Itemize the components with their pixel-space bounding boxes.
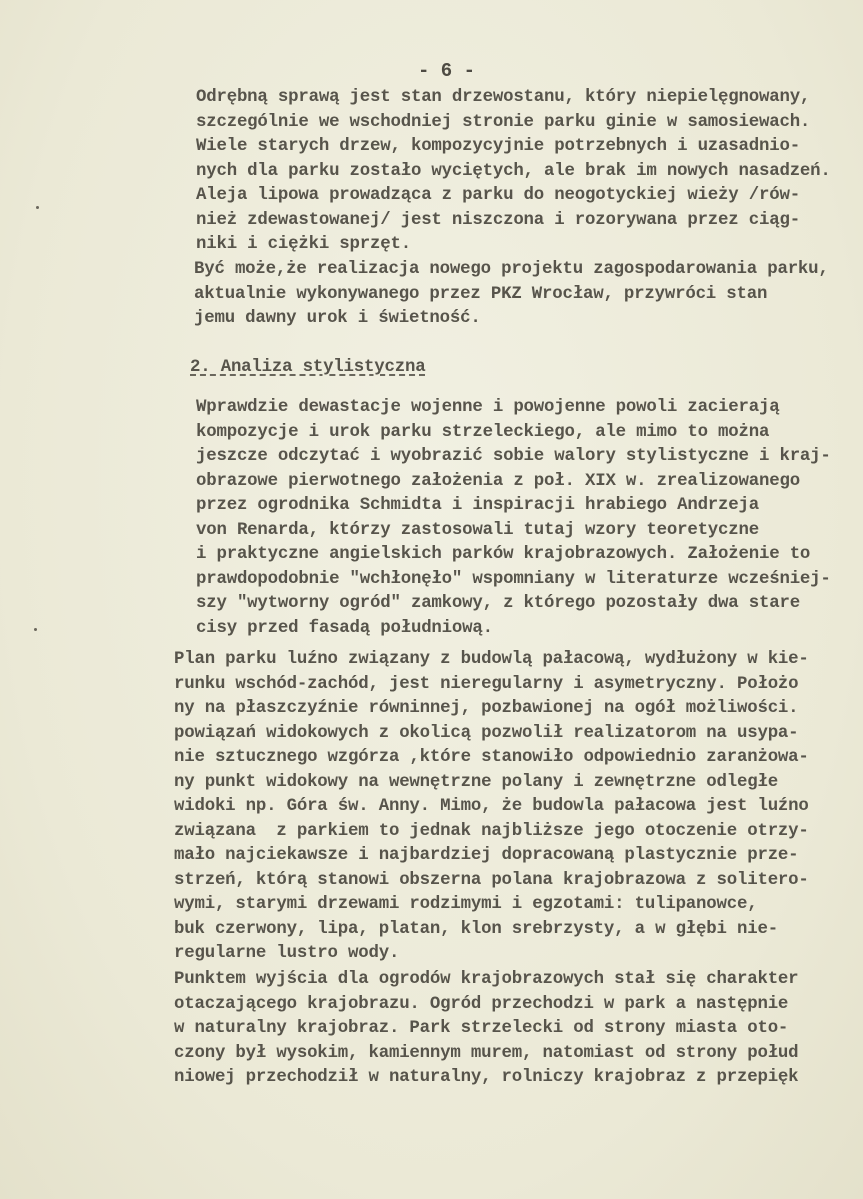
text-line: Wiele starych drzew, kompozycyjnie potrzebnych i uzasadnio- bbox=[196, 137, 800, 156]
text-line: nych dla parku zostało wyciętych, ale brak im nowych nasadzeń. bbox=[196, 161, 831, 181]
text-line: szy "wytworny ogród" zamkowy, z którego pozostały dwa stare bbox=[196, 594, 800, 613]
text-line: widoki np. Góra św. Anny. Mimo, że budowla pałacowa jest luźno bbox=[174, 797, 809, 816]
text-line: ny punkt widokowy na wewnętrzne polany i zewnętrzne odległe bbox=[174, 772, 778, 792]
text-line: kompozycje i urok parku strzeleckiego, ale mimo to można bbox=[196, 422, 770, 442]
text-line: Odrębną sprawą jest stan drzewostanu, który niepielęgnowany, bbox=[196, 88, 811, 107]
text-line: wymi, starymi drzewami rodzimymi i egzotami: tulipanowce, bbox=[174, 895, 758, 914]
text-line: Wprawdzie dewastacje wojenne i powojenne powoli zacierają bbox=[196, 398, 780, 417]
text-line: jeszcze odczytać i wyobrazić sobie walory stylistyczne i kraj- bbox=[196, 447, 831, 466]
text-line: powiązań widokowych z okolicą pozwolił realizatorom na usypa- bbox=[174, 723, 799, 743]
text-line: cisy przed fasadą południową. bbox=[196, 618, 493, 638]
text-line: Być może,że realizacja nowego projektu zagospodarowania parku, bbox=[194, 260, 829, 279]
text-line: aktualnie wykonywanego przez PKZ Wrocław, przywróci stan bbox=[194, 284, 768, 304]
text-line: runku wschód-zachód, jest nieregularny i asymetryczny. Położo bbox=[174, 674, 799, 694]
text-line: przez ogrodnika Schmidta i inspiracji hrabiego Andrzeja bbox=[196, 496, 759, 515]
text-line: i praktyczne angielskich parków krajobrazowych. Założenie to bbox=[196, 545, 811, 564]
paper-speck bbox=[34, 628, 37, 631]
text-line: niowej przechodził w naturalny, rolniczy krajobraz z przepięk bbox=[174, 1068, 799, 1087]
text-line: czony był wysokim, kamiennym murem, natomiast od strony połud bbox=[174, 1043, 799, 1063]
text-line: Plan parku luźno związany z budowlą pałacową, wydłużony w kie- bbox=[174, 650, 809, 669]
text-line: nież zdewastowanej/ jest niszczona i rozorywana przez ciąg- bbox=[196, 210, 800, 230]
text-line: prawdopodobnie "wchłonęło" wspomniany w literaturze wcześniej- bbox=[196, 569, 831, 589]
text-line: buk czerwony, lipa, platan, klon srebrzysty, a w głębi nie- bbox=[174, 919, 778, 939]
text-line: strzeń, którą stanowi obszerna polana krajobrazowa z solitero- bbox=[174, 870, 809, 890]
text-line: Aleja lipowa prowadząca z parku do neogotyckiej wieży /rów- bbox=[196, 186, 800, 205]
text-line: szczególnie we wschodniej stronie parku ginie w samosiewach. bbox=[196, 112, 811, 132]
text-line: mało najciekawsze i najbardziej dopracowaną plastycznie prze- bbox=[174, 846, 799, 865]
text-line: Punktem wyjścia dla ogrodów krajobrazowych stał się charakter bbox=[174, 970, 799, 989]
text-line: von Renarda, którzy zastosowali tutaj wzory teoretyczne bbox=[196, 520, 759, 540]
text-line: otaczającego krajobrazu. Ogród przechodzi w park a następnie bbox=[174, 994, 789, 1014]
text-line: nie sztucznego wzgórza ,które stanowiło odpowiednio zaranżowa- bbox=[174, 748, 809, 767]
text-line: ny na płaszczyźnie równinnej, pozbawionej na ogół możliwości. bbox=[174, 699, 799, 718]
page-number: - 6 - bbox=[418, 60, 476, 82]
text-line: regularne lustro wody. bbox=[174, 944, 400, 963]
text-line: związana z parkiem to jednak najbliższe jego otoczenie otrzy- bbox=[174, 821, 809, 841]
text-line: w naturalny krajobraz. Park strzelecki od strony miasta oto- bbox=[174, 1019, 789, 1038]
paper-speck bbox=[36, 206, 39, 209]
text-line: niki i ciężki sprzęt. bbox=[196, 235, 411, 254]
section-heading: 2. Analiza stylistyczna bbox=[190, 358, 426, 377]
text-line: obrazowe pierwotnego założenia z poł. XIX w. zrealizowanego bbox=[196, 471, 800, 491]
text-line: jemu dawny urok i świetność. bbox=[194, 309, 481, 328]
